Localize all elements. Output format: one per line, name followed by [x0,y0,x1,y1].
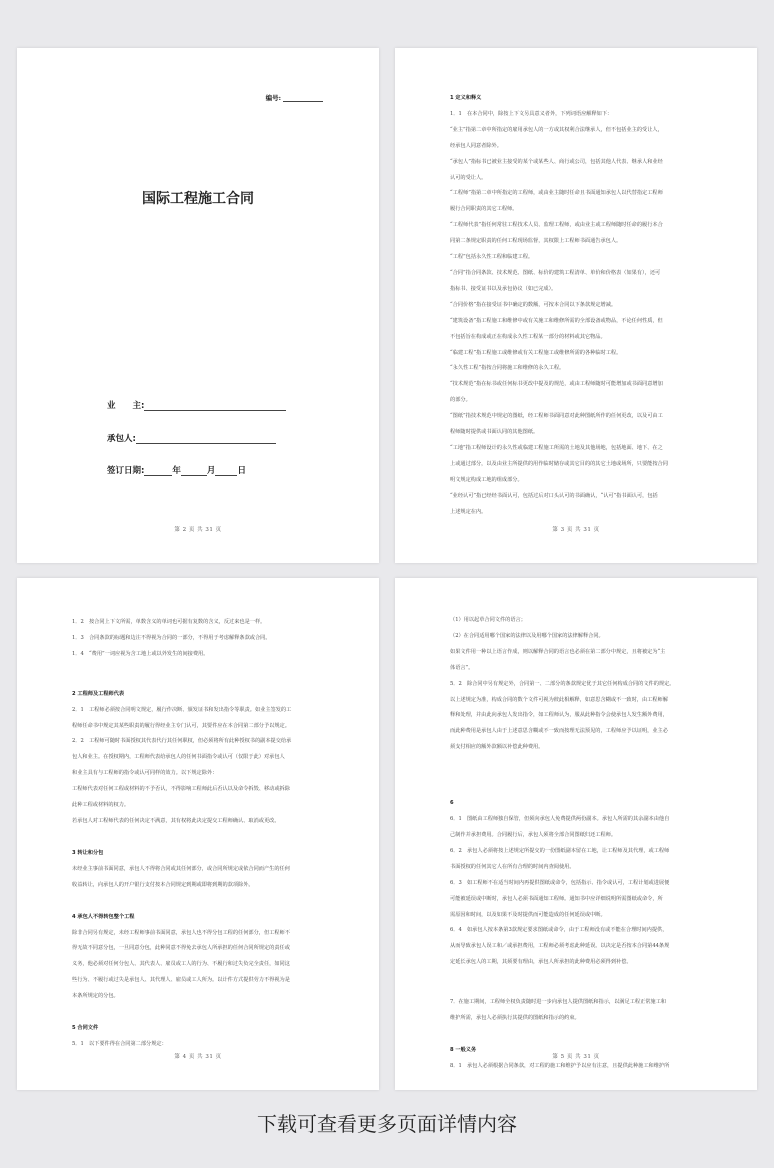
section-heading: 1 定义和释义 [450,95,482,101]
text-line: 7．在施工期间，工程师全权负责随时进一步向承包人提供图纸和指示，以满足工程正常施工和 [450,999,666,1006]
text-line: “合同价格”指在接受证书中确定的数额，可按本合同以下条款规定增减。 [450,301,617,308]
text-line: 本条所规定的分包。 [72,993,119,1000]
section-heading: 6 [450,800,454,807]
text-line: 未经业主事前书面同意，承包人不得将合同或其任何部分，或合同所规定或依合同而产生的任何 [72,865,290,872]
text-line: 同第二条规定职责的任何工程现场监督，其权限上工程师书面通告承包人。 [450,238,622,245]
text-line: 1．4 “费用”一词应视为含工地上或以外发生的间接费用。 [72,650,209,657]
text-line: 6．1 图纸由工程师独自保管，但须向承包人免费提供两份副本。承包人所需的其余副本由他自 [450,816,670,823]
paragraph-spacer [72,894,329,910]
text-line: “技术规范”指在标书或任何标书更改中提及的规范，或由工程师随时可能增加或书面同意增加 [450,381,663,388]
text-line: 体语言”。 [450,664,474,671]
text-line: 1．2 按合同上下文所需，单数含义的单词也可据有复数的含义，反过来也是一样。 [72,619,266,625]
serial-number-field [266,93,323,102]
text-line: 6．3 如工程师不在适当时间内再提供图纸或命令，包括指示、指令或认可，工程计划或进展便 [450,879,670,886]
sign-date-label: 签订日期: [107,466,145,476]
paragraph-spacer [72,1005,329,1021]
contract-title: 国际工程施工合同 [142,191,254,207]
text-line: “工地”指工程师设计的永久性或临建工程施工所需的土地及其他场地，包括地面、地下、在之 [450,444,663,451]
text-line: 1．1 在本合同中，除按上下文另具意义者外，下列词语应解释如下： [450,110,613,117]
text-line: 除非合同另有规定，未经工程师事前书面同意，承包人也不得分包工程的任何部分，但工程师不 [72,929,290,936]
text-line: 指标书、接受证书以及承包协议（如已完成）。 [450,285,557,292]
text-line: 以上述规定为准，构成合同的数个文件可视为彼此相解释，如意思含糊或不一致时，由工程师解 [450,696,668,703]
text-line: 定延长承包人的工期，其须要有理由，承包人所承担的此种费用必须得到补偿。 [450,959,632,966]
text-line: 而此种费用是承包人由于上述意思含糊或不一致而按理无法预见的，工程师应予以证明，业主必 [450,728,668,735]
text-line: 书面授权的任何其它人在所有合理的时间内查阅使用。 [450,863,575,870]
document-page-3 [395,48,757,563]
page-number: 第 5 页 共 31 页 [552,1054,600,1060]
text-line: 6．4 如承包人按本条第3款规定要求图纸或命令，由于工程师没有或不能在合理时间内提供， [450,927,668,934]
text-line: 义务，他必须对任何分包人、其代表人、雇员或工人的行为、不履行和过失负完全责任，如同这 [72,961,290,968]
text-line: 认可的受让人。 [450,174,487,181]
text-line: “承包人”指标书已被业主接受的某个或某些人、商行或公司，包括其他人代表、继承人和业经 [450,158,663,165]
text-line: 经承包人同意者除外。 [450,142,502,149]
cover-page [17,48,379,563]
text-line: 需原因和时间，以及如果不及时提供而可能造成的任何延误或中断。 [450,911,606,918]
text-line: 5．2 除合同中另有规定外，合同第一、二部分的条款规定优于其它任何构成合同的文件的规定。 [450,680,675,687]
contractor-label: 承包人: [107,434,136,444]
text-line: 不包括旨在构成或正在构成永久性工程某一部分的材料或其它物品。 [450,333,606,340]
text-line: 上述规定在内。 [450,508,487,515]
text-line: 6．2 承包人必须将按上述规定所提交的一份图纸副本留在工地，让工程师及其代理，或工程师 [450,847,670,854]
owner-field [107,399,286,411]
text-line: “工程师代表”指任何常驻工程技术人员、监理工程师，或由业主或工程师随时任命的履行本合 [450,222,663,229]
serial-label: 编号: [265,94,281,102]
text-line: “合同”指合同条款、技术规范、图纸、标价的建筑工程清单、单价和价格表（如果有），还可 [450,269,661,276]
page-body [450,613,707,1075]
section-heading: 4 承包人不得转包整个工程 [72,913,135,920]
document-page-4 [17,578,379,1090]
page-number: 第 3 页 共 31 页 [552,527,600,533]
text-line: “业经认可”指已经经书面认可，包括过后对口头认可的书面确认，“认可”指书面认可，包括 [450,492,658,499]
text-line: 些行为、不履行或过失是承包人、其代理人、雇员或工人所为。以计件方式提供劳力不得视为是 [72,977,290,984]
text-line: “永久性工程”指按合同将施工和维修的永久工程。 [450,365,565,372]
text-line: 履行合同职责的其它工程师。 [450,206,518,213]
paragraph-spacer [72,663,329,687]
owner-label: 业 主: [107,401,145,411]
year-label: 年 [172,466,181,476]
text-line: 程师随时提供或书面认同的其他图纸。 [450,429,539,436]
text-line: 和业主具有与工程师的指令或认可同样的效力。以下规定除外： [72,770,218,777]
sign-date-field [107,464,246,476]
paragraph-spacer [450,971,707,995]
month-label: 月 [206,466,216,476]
contractor-blank-line [136,435,276,444]
text-line: 工程师代表对任何工程或材料的不予否认，不得影响工程师此后否认以及命令拆毁、移动或拆除 [72,786,290,793]
page-body [72,615,329,1053]
section-heading: 5 合同文件 [72,1025,99,1032]
day-blank-line [215,467,237,476]
text-line: 上或通过部分，以及由业主所提供的用作临时储存或其它目的的其它土地或场所，只要能按合同 [450,460,668,467]
month-blank-line [181,467,207,476]
text-line: 须支付相应的额外款额以补偿此种费用。 [450,744,544,751]
section-heading: 3 转让和分包 [72,849,104,856]
text-line: 1．3 合同条款的标题和边注不得视为合同的一部分，不得用于考虑解释条款或合同。 [72,634,271,641]
contractor-field [107,432,276,444]
text-line: 的部分。 [450,397,471,404]
text-line: 从而导致承包人误工和／或承担费用，工程师必须考虑此种延误。以决定是否按本合同第44条规 [450,943,670,950]
text-line: 己制作并承担费用。合同履行后，承包人须将全部合同图纸归还工程师。 [450,831,617,838]
text-line: 可能被延误或中断时，承包人必须书面通知工程师。通知书中应详细说明所需图纸或命令，所 [450,895,663,902]
text-line: 得无故不同意分包，一旦同意分包，此种同意不得免去承包人所承担的任何合同所规定的责任或 [72,945,290,952]
text-line: 维护所需，承包人必须执行其提供的图纸和指示的约束。 [450,1015,580,1022]
section-heading: 8 一般义务 [450,1046,477,1053]
download-more-caption[interactable]: 下载可查看更多页面详情内容 [257,1112,517,1136]
page-body [450,91,707,520]
text-line: “图纸”指技术规范中规定的图纸，经工程师书面同意对此种图纸所作的任何更改，以及可由工 [450,413,663,420]
text-line: “工程师”指第二章中所指定的工程师，或由业主随时任命且书面通知承包人以代替指定工程师 [450,190,663,197]
paragraph-spacer [450,780,707,796]
text-line: “业主”指第二章中所指定的雇用承包人的一方或其权利合法继承人，但不包括业主的受让人， [450,126,663,133]
text-line: “工程”包括永久性工程和临建工程。 [450,254,534,261]
page-number: 第 4 页 共 31 页 [174,1054,222,1060]
paragraph-spacer [72,830,329,846]
text-line: 释和处理，并由此向承包人发出指令，如工程师认为，服从此种指令会使承包人发生额外费用， [450,712,668,719]
text-line: 2．2 工程师可随时书面授权其代表代行其任何职权，但必须将所有此种授权书的副本提交给承 [72,738,292,745]
text-line: “临建工程”指工程施工或维修或有关工程施工或维修所需的各种临时工程。 [450,349,622,356]
text-line: 2．1 工程师必须按合同明文规定，履行作决断、颁发证书和发出指令等职责。如业主签发的工 [72,706,292,713]
text-line: （1）用以起草合同文件的语言； [450,617,526,623]
section-heading: 2 工程师及工程师代表 [72,690,125,697]
day-label: 日 [237,466,246,476]
text-line: 收益转让，向承包人的开户银行支付按本合同规定到期或即将到期的款项除外。 [72,881,254,888]
text-line: 5．1 以下要件得在合同第二部分规定： [72,1040,167,1047]
text-line: “建筑设备”指工程施工和维修中或有关施工和维修所需的全部设备或物品，不论任何性质，但 [450,317,663,324]
text-line: 明文规定构成工地的组成部分。 [450,476,523,483]
text-line: 包人和业主。在授权期内，工程师代表给承包人的任何书面指令或认可（仅限于此）对承包人 [72,754,285,761]
text-line: （2）在合同适用哪个国家的法律以及用哪个国家的法律解释合同。 [450,632,604,639]
text-line: 8．1 承包人必须根据合同条款，对工程的施工和维护予以应有注意，且提供此种施工和维护所 [450,1062,670,1069]
serial-blank-line [283,95,323,102]
paragraph-spacer [450,1027,707,1043]
text-line: 此种工程或材料的权力。 [72,802,130,809]
text-line: 程师任命书中规定其某些职责的履行得经业主专门认可，其要件应在本合同第二部分予以规定。 [72,722,290,729]
text-line: 若承包人对工程师代表的任何决定不满意，其有权将此决定提交工程师确认、取消或更改。 [72,817,280,824]
paragraph-spacer [450,756,707,780]
owner-blank-line [144,402,286,411]
page-number: 第 2 页 共 31 页 [174,527,222,533]
year-blank-line [144,467,172,476]
text-line: 如果文件用一种以上语言作成，则以解释合同的语言也必须在第二部分中规定，且将被定为“主 [450,648,666,655]
document-page-5 [395,578,757,1090]
